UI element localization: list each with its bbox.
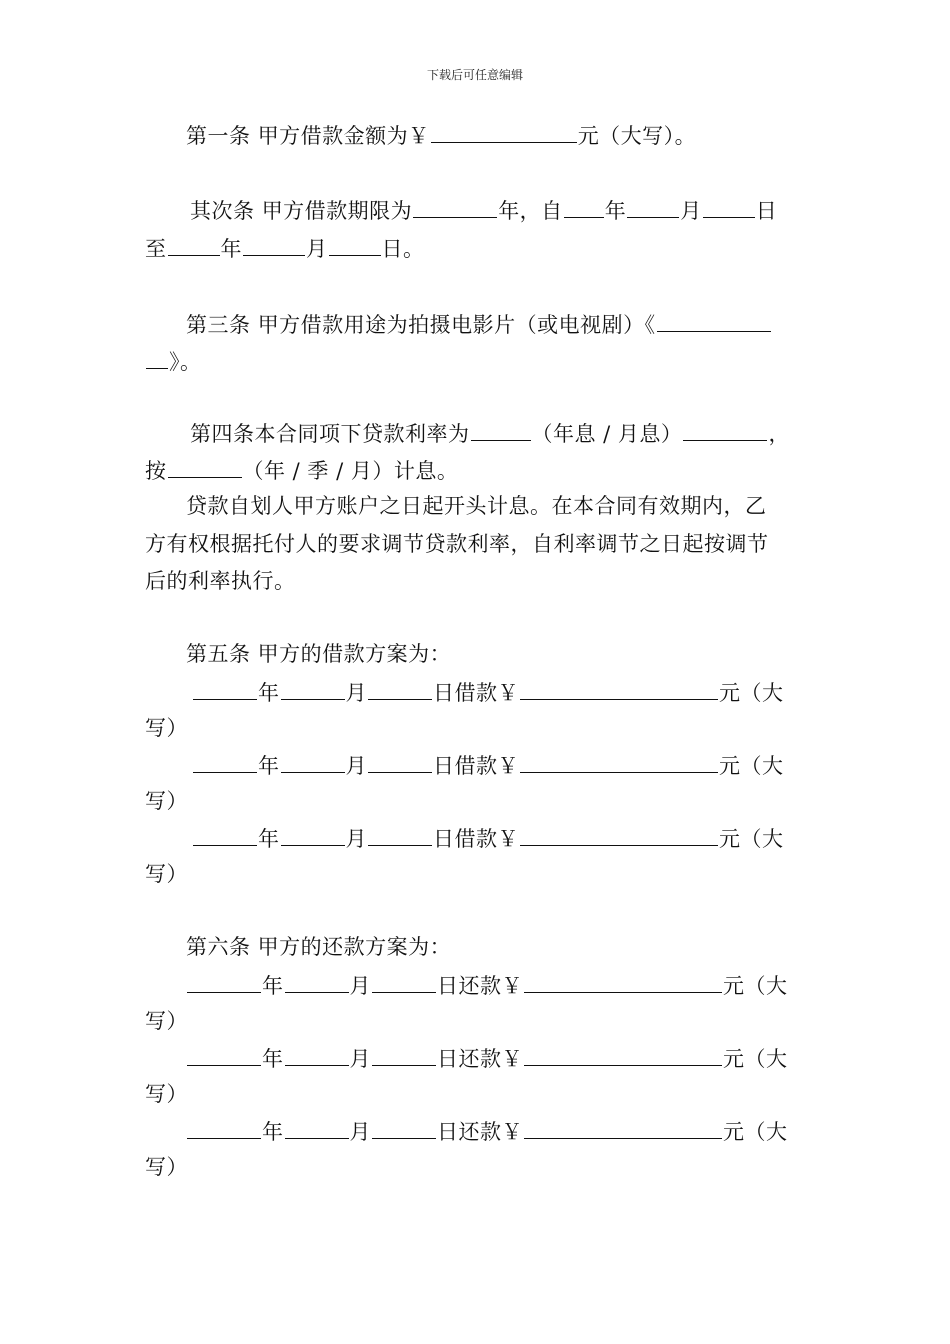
borrow-yuan-label: 元（大: [719, 827, 784, 851]
article-5-title: 第五条 甲方的借款方案为：: [186, 642, 452, 666]
article-4-line-2: [145, 457, 458, 483]
article-2-text-a: 甲方借款期限为: [261, 199, 413, 223]
borrow-day-blank: [368, 825, 432, 846]
repay-year-blank: [187, 1045, 261, 1066]
article-4-para-line-1: 贷款自划人甲方账户之日起开头计息。在本合同有效期内，乙: [186, 494, 767, 518]
repay-month-label: 月: [349, 974, 371, 998]
repay-plan-row-1-cont: 写）: [145, 1009, 188, 1033]
borrow-plan-row-2: [192, 752, 784, 778]
start-year-blank: [564, 197, 604, 218]
borrow-yuan-label: 元（大: [719, 754, 784, 778]
article-4-text-a: 第四条本合同项下贷款利率为: [190, 422, 470, 446]
repay-plan-row-1: [186, 972, 788, 998]
article-2-text-d: 月: [680, 199, 702, 223]
article-2-line-2: [145, 235, 425, 261]
rate-blank: [471, 420, 531, 441]
article-3-text-b: 》。: [169, 350, 202, 374]
article-2-text-g: 年: [220, 237, 242, 261]
repay-yuan-label: 元（大: [723, 1120, 788, 1144]
borrow-month-blank: [281, 679, 345, 700]
article-2-text-e: 日: [755, 199, 778, 223]
article-2-text-h: 月: [306, 237, 328, 261]
repay-year-blank: [187, 1118, 261, 1139]
repay-month-blank: [285, 1045, 349, 1066]
borrow-amount-blank: [520, 752, 718, 773]
repay-day-blank: [372, 1045, 436, 1066]
borrow-month-label: 月: [345, 827, 367, 851]
start-day-blank: [703, 197, 755, 218]
term-years-blank: [413, 197, 497, 218]
borrow-amount-blank: [520, 825, 718, 846]
article-1-text-a: 甲方借款金额为￥: [257, 124, 430, 148]
article-4-text-b: （年息 / 月息）: [531, 422, 683, 446]
borrow-plan-row-3-cont: 写）: [145, 862, 188, 886]
amount-blank: [431, 122, 577, 143]
article-1: [186, 122, 696, 148]
article-2-text-i: 日。: [381, 237, 425, 261]
borrow-plan-row-3: [192, 825, 784, 851]
borrow-plan-row-1-cont: 写）: [145, 716, 188, 740]
article-1-text-b: 元（大写）。: [577, 124, 697, 148]
repay-day-blank: [372, 1118, 436, 1139]
repay-plan-row-2: [186, 1045, 788, 1071]
repay-year-label: 年: [262, 974, 284, 998]
repay-plan-row-3: [186, 1118, 788, 1144]
borrow-plan-row-2-cont: 写）: [145, 789, 188, 813]
article-4-para-line-3: 后的利率执行。: [145, 569, 296, 593]
borrow-day-blank: [368, 752, 432, 773]
repay-plan-row-2-cont: 写）: [145, 1082, 188, 1106]
repay-yuan-label: 元（大: [723, 1047, 788, 1071]
borrow-day-label: 日借款￥: [433, 681, 519, 705]
borrow-year-label: 年: [258, 754, 280, 778]
repay-month-label: 月: [349, 1120, 371, 1144]
article-3-line-2: [145, 348, 202, 374]
end-day-blank: [329, 235, 381, 256]
film-title-blank-2: [146, 348, 168, 369]
borrow-year-blank: [193, 679, 257, 700]
repay-year-label: 年: [262, 1047, 284, 1071]
article-2-text-c: 年: [604, 199, 627, 223]
film-title-blank-1: [657, 311, 771, 332]
repay-month-blank: [285, 1118, 349, 1139]
repay-year-blank: [187, 972, 261, 993]
article-2-text-b: 年，自: [498, 199, 563, 223]
repay-amount-blank: [524, 1045, 722, 1066]
borrow-day-label: 日借款￥: [433, 754, 519, 778]
repay-yuan-label: 元（大: [723, 974, 788, 998]
article-3-label: 第三条: [186, 313, 251, 337]
repay-year-label: 年: [262, 1120, 284, 1144]
borrow-day-blank: [368, 679, 432, 700]
article-1-label: 第一条: [186, 124, 251, 148]
article-2-text-f: 至: [145, 237, 167, 261]
borrow-year-label: 年: [258, 681, 280, 705]
borrow-amount-blank: [520, 679, 718, 700]
repay-day-label: 日还款￥: [437, 1047, 523, 1071]
article-2-label: 其次条: [190, 199, 255, 223]
end-year-blank: [168, 235, 220, 256]
article-3-text-a: 甲方借款用途为拍摄电影片（或电视剧）《: [257, 313, 656, 337]
repay-month-blank: [285, 972, 349, 993]
article-4-para-line-2: 方有权根据托付人的要求调节贷款利率，自利率调节之日起按调节: [145, 532, 769, 556]
article-3-line-1: [186, 311, 772, 337]
borrow-month-label: 月: [345, 754, 367, 778]
article-4-text-c: ，: [768, 422, 790, 446]
page-header: 下载后可任意编辑: [426, 68, 523, 82]
end-month-blank: [243, 235, 305, 256]
borrow-day-label: 日借款￥: [433, 827, 519, 851]
repay-day-label: 日还款￥: [437, 974, 523, 998]
article-4-text-d: 按: [145, 459, 167, 483]
borrow-yuan-label: 元（大: [719, 681, 784, 705]
repay-plan-row-3-cont: 写）: [145, 1155, 188, 1179]
start-month-blank: [627, 197, 679, 218]
borrow-month-label: 月: [345, 681, 367, 705]
article-4-line-1: [190, 420, 790, 446]
article-6-title: 第六条 甲方的还款方案为：: [186, 935, 452, 959]
repay-amount-blank: [524, 972, 722, 993]
borrow-month-blank: [281, 752, 345, 773]
repay-day-blank: [372, 972, 436, 993]
borrow-year-blank: [193, 752, 257, 773]
borrow-year-label: 年: [258, 827, 280, 851]
borrow-year-blank: [193, 825, 257, 846]
borrow-month-blank: [281, 825, 345, 846]
rate-value-blank: [683, 420, 767, 441]
borrow-plan-row-1: [192, 679, 784, 705]
repay-month-label: 月: [349, 1047, 371, 1071]
interest-period-blank: [168, 457, 242, 478]
repay-amount-blank: [524, 1118, 722, 1139]
article-2-line-1: [190, 197, 777, 223]
article-4-text-e: （年 / 季 / 月）计息。: [242, 459, 459, 483]
repay-day-label: 日还款￥: [437, 1120, 523, 1144]
